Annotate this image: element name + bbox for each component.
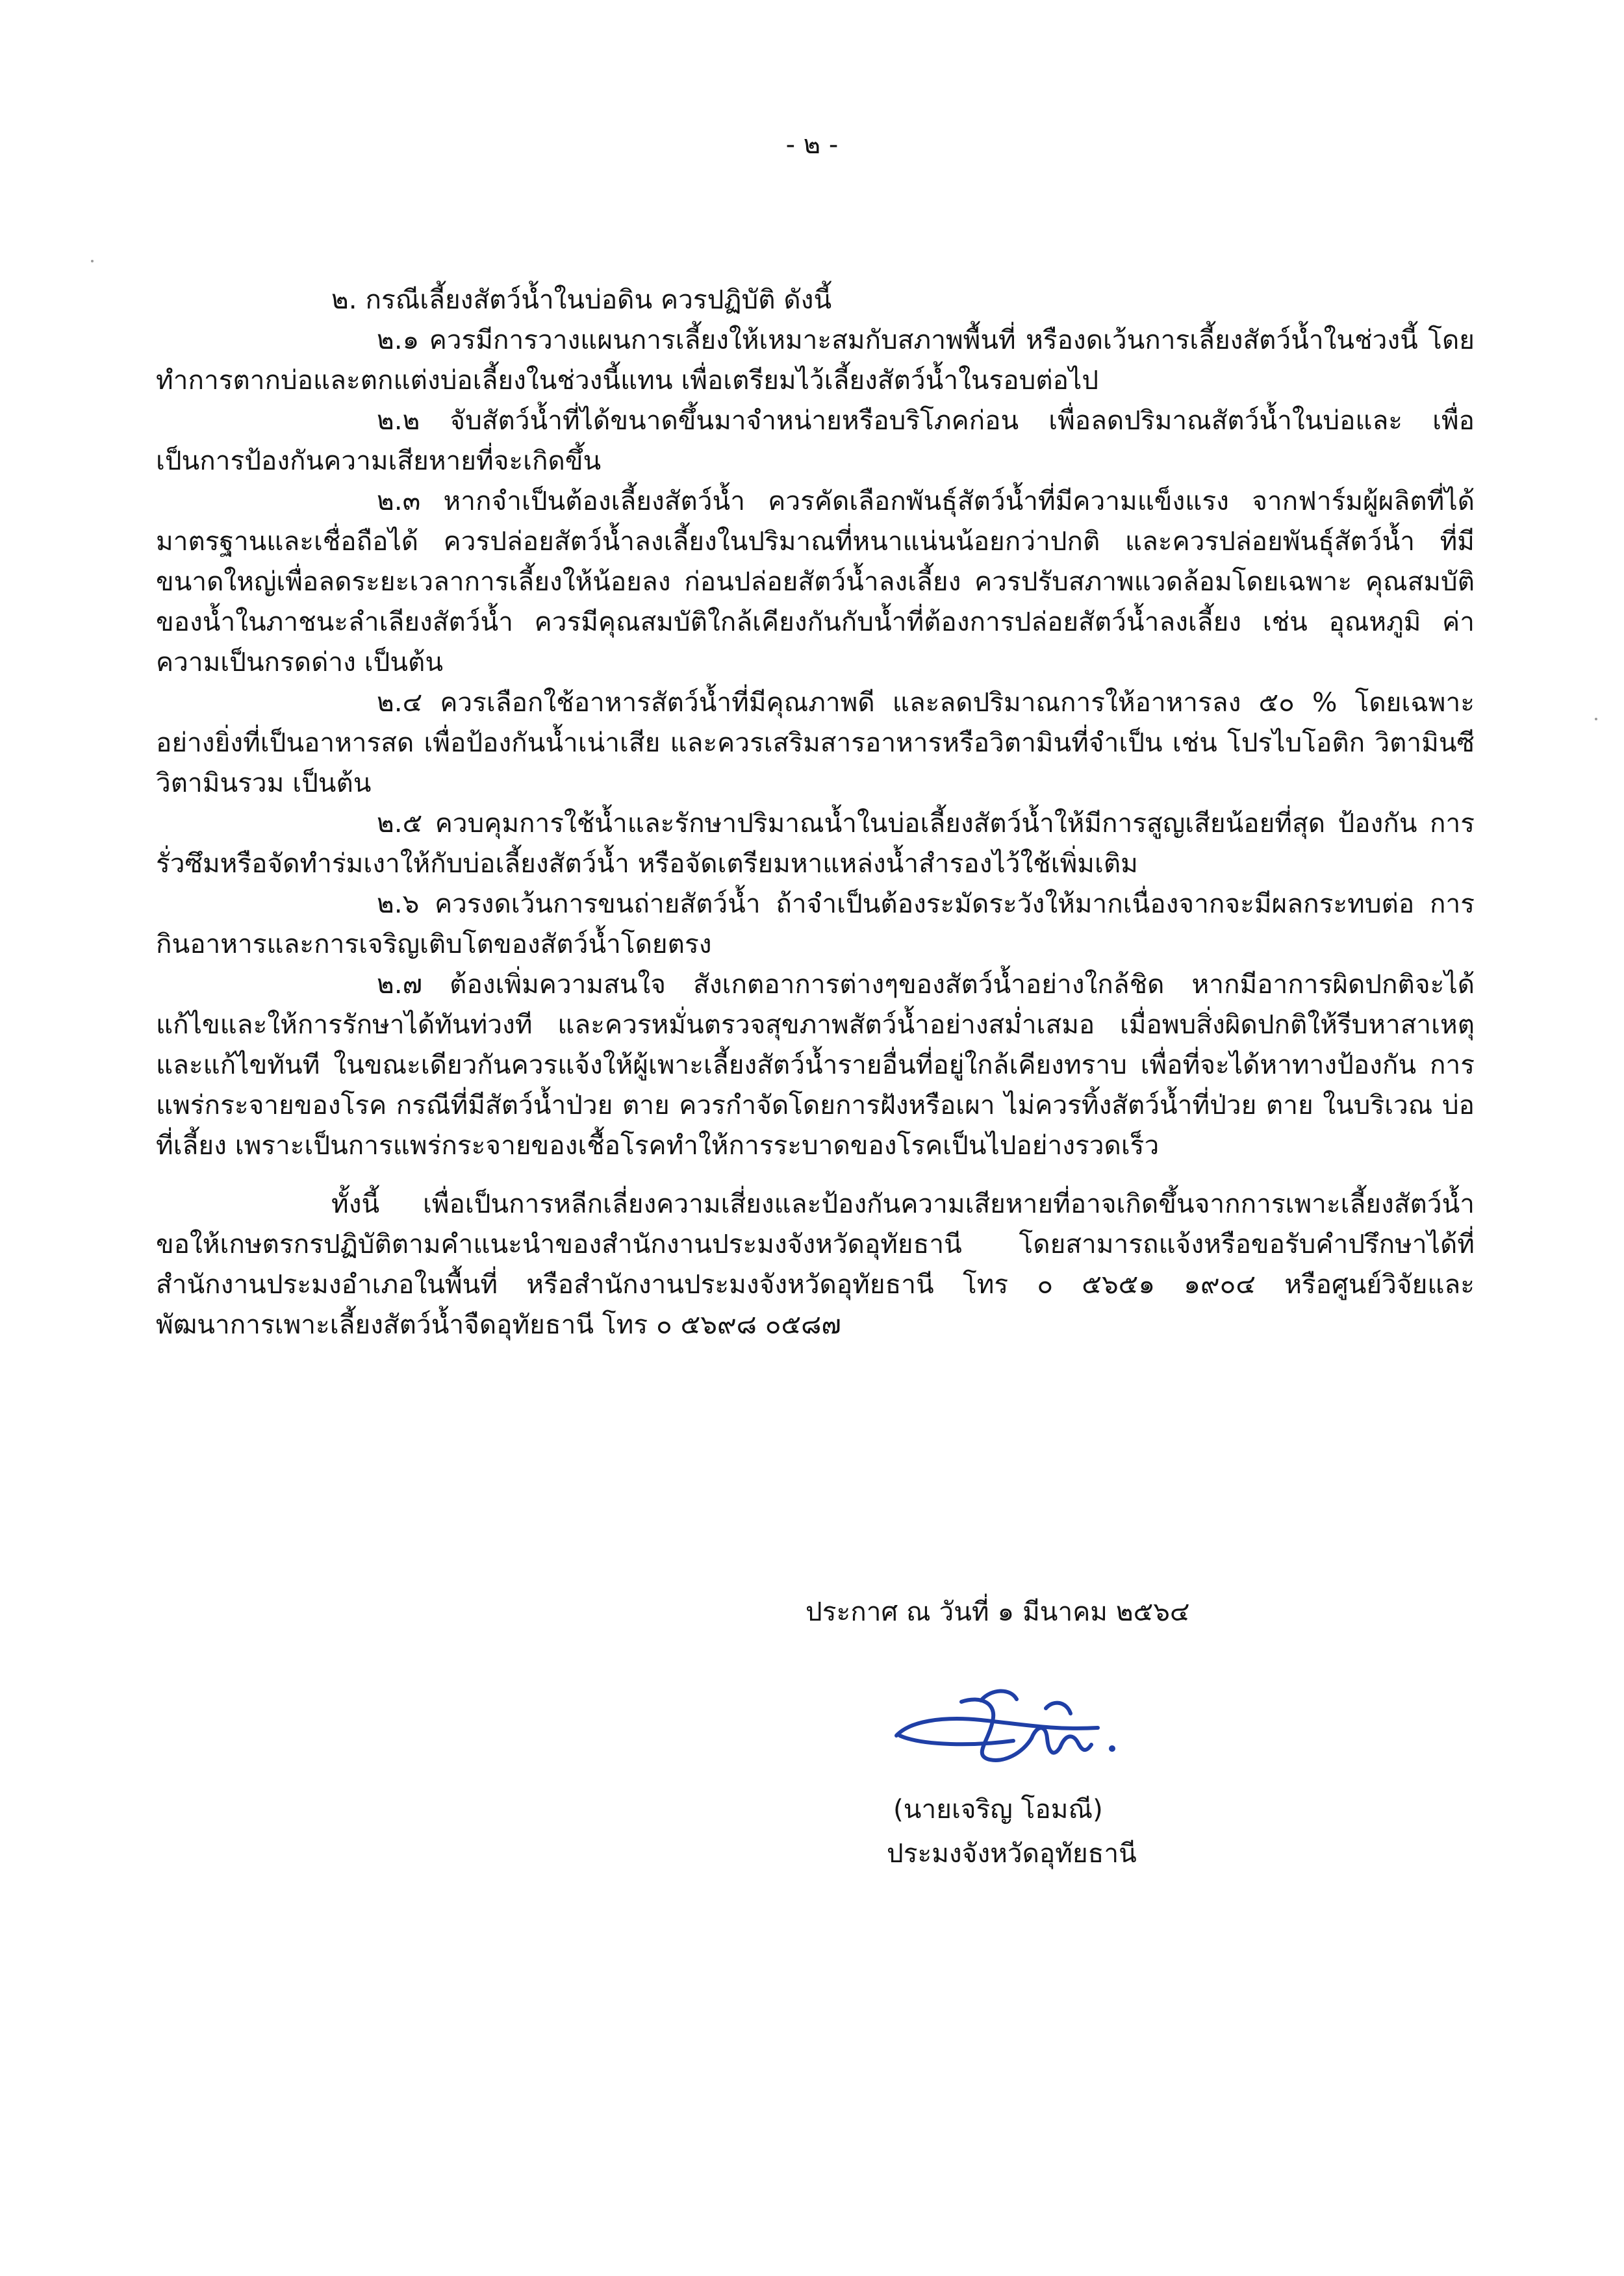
item-2-2: ๒.๒ จับสัตว์น้ำที่ได้ขนาดขึ้นมาจำหน่ายหรือบริโภคก่อน เพื่อลดปริมาณสัตว์น้ำในบ่อและ เพื่อเป็นการป้องกันความเสียหายที่จะเกิดขึ้น — [156, 405, 1475, 476]
item-2-7: ๒.๗ ต้องเพิ่มความสนใจ สังเกตอาการต่างๆของสัตว์น้ำอย่างใกล้ชิด หากมีอาการผิดปกติจะได้ แก้ไขและให้การรักษาได้ทันท่วงที และควรหมั่นตรวจสุขภาพสัตว์น้ำอย่างสม่ำเสมอ เมื่อพบสิ่งผิดปกติให้รีบหาสาเหตุ และแก้ไขทันที ในขณะเดียวกันควรแจ้งให้ผู้เพาะเลี้ยงสัตว์น้ำรายอื่นที่อยู่ใกล้เคียงทราบ เพื่อที่จะได้หาทางป้องกัน การแพร่กระจายของโรค กรณีที่มีสัตว์น้ำป่วย ตาย ควรกำจัดโดยการฝังหรือเผา ไม่ควรทิ้งสัตว์น้ำที่ป่วย ตาย ในบริเวณ บ่อที่เลี้ยง เพราะเป็นการแพร่กระจายของเชื้อโรคทำให้การระบาดของโรคเป็นไปอย่างรวดเร็ว — [156, 968, 1475, 1161]
announcement-date: ประกาศ ณ วันที่ ๑ มีนาคม ๒๕๖๔ — [806, 1596, 1190, 1627]
signer-title: ประมงจังหวัดอุทัยธานี — [887, 1838, 1137, 1869]
item-2-4: ๒.๔ ควรเลือกใช้อาหารสัตว์น้ำที่มีคุณภาพดี และลดปริมาณการให้อาหารลง ๕๐ % โดยเฉพาะ อย่างยิ่งที่เป็นอาหารสด เพื่อป้องกันน้ำเน่าเสีย และควรเสริมสารอาหารหรือวิตามินที่จำเป็น เช่น โปรไบโอติก วิตามินซี วิตามินรวม เป็นต้น — [156, 687, 1475, 798]
signer-name: (นายเจริญ โอมณี) — [893, 1793, 1103, 1825]
scan-speck — [91, 260, 94, 262]
item-2-6: ๒.๖ ควรงดเว้นการขนถ่ายสัตว์น้ำ ถ้าจำเป็นต้องระมัดระวังให้มากเนื่องจากจะมีผลกระทบต่อ การกินอาหารและการเจริญเติบโตของสัตว์น้ำโดยตรง — [156, 888, 1475, 959]
item-2-5: ๒.๕ ควบคุมการใช้น้ำและรักษาปริมาณน้ำในบ่อเลี้ยงสัตว์น้ำให้มีการสูญเสียน้อยที่สุด ป้องกัน การรั่วซึมหรือจัดทำร่มเงาให้กับบ่อเลี้ยงสัตว์น้ำ หรือจัดเตรียมหาแหล่งน้ำสำรองไว้ใช้เพิ่มเติม — [156, 807, 1475, 879]
page-number: - ๒ - — [785, 130, 839, 160]
handwritten-signature — [883, 1676, 1156, 1773]
closing-paragraph: ทั้งนี้ เพื่อเป็นการหลีกเลี่ยงความเสี่ยงและป้องกันความเสียหายที่อาจเกิดขึ้นจากการเพาะเลี้ยงสัตว์น้ำ ขอให้เกษตรกรปฏิบัติตามคำแนะนำของสำนักงานประมงจังหวัดอุทัยธานี โดยสามารถแจ้งหรือขอรับคำปรึกษาได้ที่ สำนักงานประมงอำเภอในพื้นที่ หรือสำนักงานประมงจังหวัดอุทัยธานี โทร ๐ ๕๖๕๑ ๑๙๐๔ หรือศูนย์วิจัยและ พัฒนาการเพาะเลี้ยงสัตว์น้ำจืดอุทัยธานี โทร ๐ ๕๖๙๘ ๐๕๘๗ — [156, 1188, 1475, 1340]
scan-speck — [1595, 718, 1597, 720]
section-heading: ๒. กรณีเลี้ยงสัตว์น้ำในบ่อดิน ควรปฏิบัติ ดังนี้ — [331, 284, 832, 315]
item-2-1: ๒.๑ ควรมีการวางแผนการเลี้ยงให้เหมาะสมกับสภาพพื้นที่ หรืองดเว้นการเลี้ยงสัตว์น้ำในช่วงนี้ โดยทำการตากบ่อและตกแต่งบ่อเลี้ยงในช่วงนี้แทน เพื่อเตรียมไว้เลี้ยงสัตว์น้ำในรอบต่อไป — [156, 324, 1475, 396]
document-body — [156, 279, 1475, 1345]
item-2-3: ๒.๓ หากจำเป็นต้องเลี้ยงสัตว์น้ำ ควรคัดเลือกพันธุ์สัตว์น้ำที่มีความแข็งแรง จากฟาร์มผู้ผลิตที่ได้ มาตรฐานและเชื่อถือได้ ควรปล่อยสัตว์น้ำลงเลี้ยงในปริมาณที่หนาแน่นน้อยกว่าปกติ และควรปล่อยพันธุ์สัตว์น้ำ ที่มีขนาดใหญ่เพื่อลดระยะเวลาการเลี้ยงให้น้อยลง ก่อนปล่อยสัตว์น้ำลงเลี้ยง ควรปรับสภาพแวดล้อมโดยเฉพาะ คุณสมบัติของน้ำในภาชนะลำเลียงสัตว์น้ำ ควรมีคุณสมบัติใกล้เคียงกันกับน้ำที่ต้องการปล่อยสัตว์น้ำลงเลี้ยง เช่น อุณหภูมิ ค่าความเป็นกรดด่าง เป็นต้น — [156, 485, 1475, 677]
